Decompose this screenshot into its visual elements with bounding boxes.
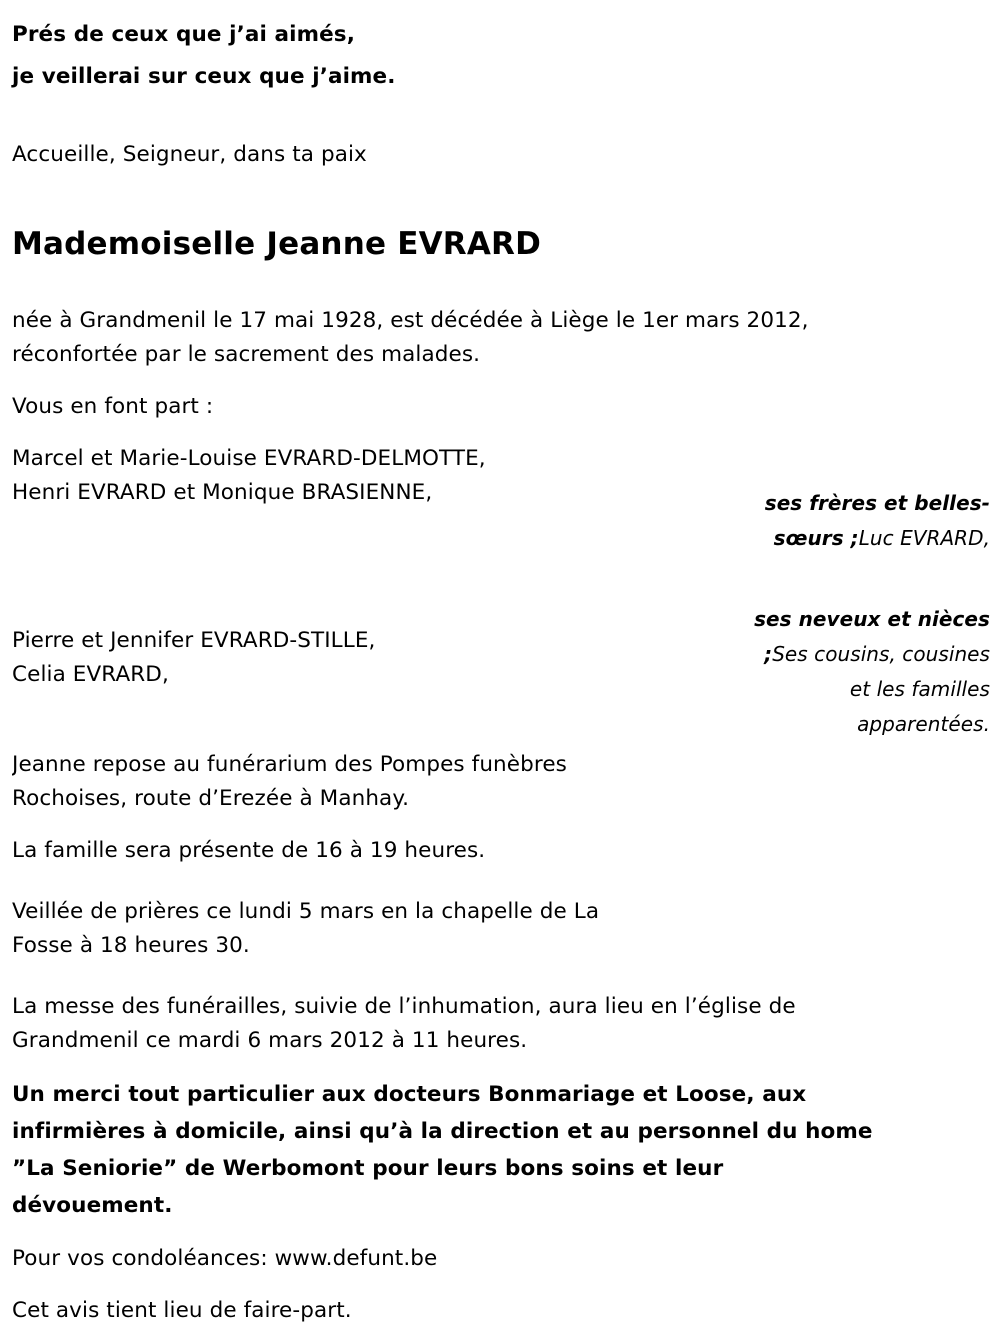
epigraph xyxy=(12,14,990,98)
spacer xyxy=(12,1058,990,1076)
spacer xyxy=(12,1224,990,1242)
thanks-line-2: infirmières à domicile, ainsi qu’à la direction et au personnel du home xyxy=(12,1119,873,1144)
funeral-mass-info xyxy=(12,990,990,1058)
spacer xyxy=(12,98,990,138)
funeral-mass-line-1: La messe des funérailles, suivie de l’inhumation, aura lieu en l’église de xyxy=(12,994,796,1019)
spacer xyxy=(12,868,754,895)
thanks-line-1: Un merci tout particulier aux docteurs Bonmariage et Loose, aux xyxy=(12,1082,807,1107)
deceased-name: Mademoiselle Jeanne EVRARD xyxy=(12,226,542,262)
thanks-line-3: ”La Seniorie” de Werbomont pour leurs bons soins et leur xyxy=(12,1156,724,1181)
vigil-line-1: Veillée de prières ce lundi 5 mars en la chapelle de La xyxy=(12,899,600,924)
spacer xyxy=(12,172,990,224)
vigil-line-2: Fosse à 18 heures 30. xyxy=(12,933,250,958)
spacer xyxy=(12,963,990,990)
relation-siblings-names: Luc EVRARD, xyxy=(858,526,990,550)
spacer xyxy=(12,692,754,748)
funeral-mass-line-2: Grandmenil ce mardi 6 mars 2012 à 11 heures. xyxy=(12,1028,528,1053)
family-group-2-line-2: Celia EVRARD, xyxy=(12,662,169,687)
family-group-1 xyxy=(12,442,754,510)
vigil-info xyxy=(12,895,754,963)
funeral-home-info xyxy=(12,748,754,816)
invocation-text: Accueille, Seigneur, dans ta paix xyxy=(12,142,367,167)
spacer xyxy=(12,264,990,304)
relation-nephews-role: ses neveux et nièces ; xyxy=(754,607,990,666)
visiting-hours: La famille sera présente de 16 à 19 heures. xyxy=(12,838,486,863)
epigraph-line-2: je veillerai sur ceux que j’aime. xyxy=(12,64,396,89)
spacer xyxy=(12,510,754,624)
legal-note-line: Cet avis tient lieu de faire-part. xyxy=(12,1298,352,1323)
deceased-details xyxy=(12,304,990,372)
thanks-line-4: dévouement. xyxy=(12,1193,173,1218)
family-group-2-line-1: Pierre et Jennifer EVRARD-STILLE, xyxy=(12,628,376,653)
relation-nephews-names: Ses cousins, cousines et les familles apparentées. xyxy=(772,642,990,736)
thanks-paragraph xyxy=(12,1076,990,1224)
deceased-details-line-1: née à Grandmenil le 17 mai 1928, est décédée à Liège le 1er mars 2012, xyxy=(12,308,809,333)
spacer xyxy=(12,372,990,390)
announcement-intro: Vous en font part : xyxy=(12,394,214,419)
family-group-2 xyxy=(12,624,754,692)
condolences-line: Pour vos condoléances: www.defunt.be xyxy=(12,1246,438,1271)
relation-siblings-role: ses frères et belles-sœurs ; xyxy=(764,491,990,550)
epigraph-line-1: Prés de ceux que j’ai aimés, xyxy=(12,22,355,47)
relation-nephews-nieces xyxy=(754,602,990,742)
funeral-home-line-1: Jeanne repose au funérarium des Pompes funèbres xyxy=(12,752,567,777)
relation-siblings xyxy=(754,486,990,556)
family-and-arrangements-column xyxy=(12,442,754,963)
spacer xyxy=(12,816,754,834)
spacer xyxy=(12,1276,990,1294)
deceased-details-line-2: réconfortée par le sacrement des malades. xyxy=(12,342,481,367)
spacer xyxy=(12,424,990,442)
funeral-home-line-2: Rochoises, route d’Erezée à Manhay. xyxy=(12,786,410,811)
family-group-1-line-1: Marcel et Marie-Louise EVRARD-DELMOTTE, xyxy=(12,446,486,471)
family-group-1-line-2: Henri EVRARD et Monique BRASIENNE, xyxy=(12,480,433,505)
